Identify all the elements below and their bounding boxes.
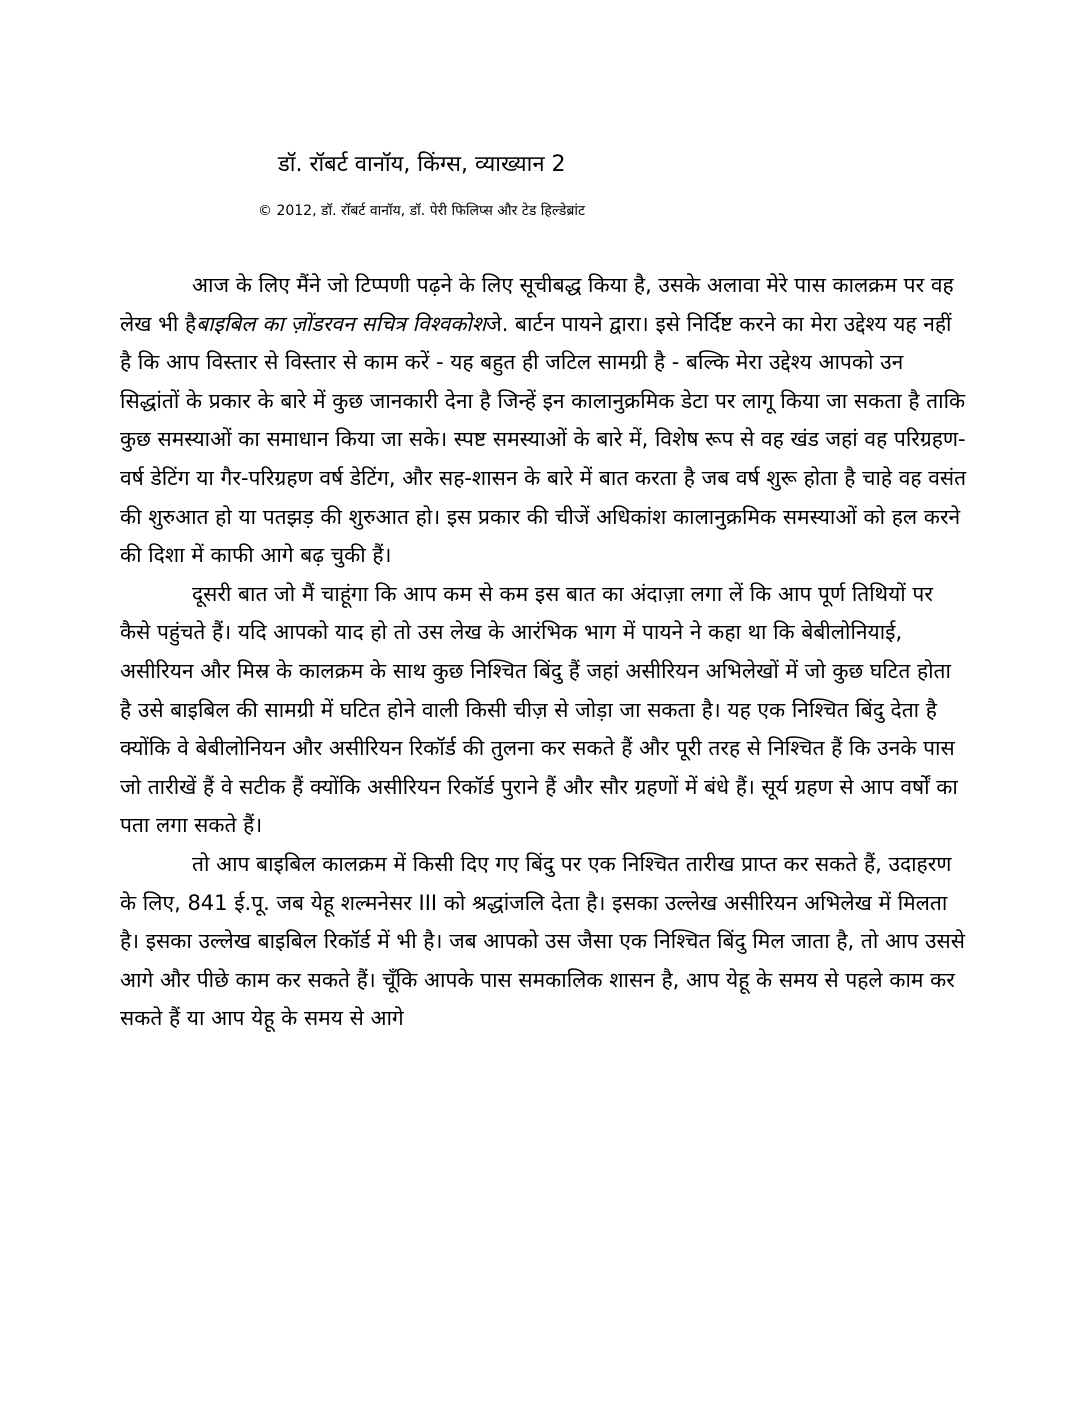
paragraph-1-text-before: आज के लिए मैंने जो टिप्पणी पढ़ने के लिए सूचीबद्ध किया है, उसके अलावा मेरे पास कालक्रम पर वह लेख भी है bbox=[120, 273, 954, 336]
paragraph-3: तो आप बाइबिल कालक्रम में किसी दिए गए बिंदु पर एक निश्चित तारीख प्राप्त कर सकते हैं, उदाहरण के लिए, 841 ई.पू. जब येहू शल्मनेसर III को श्रद्धांजलि देता है। इसका उल्लेख असीरियन अभिलेख में मिलता है। इसका उल्लेख बाइबिल रिकॉर्ड में भी है। जब आपको उस जैसा एक निश्चित बिंदु मिल जाता है, तो आप उससे आगे और पीछे काम कर सकते हैं। चूँकि आपके पास समकालिक शासन है, आप येहू के समय से पहले काम कर सकते हैं या आप येहू के समय से आगे bbox=[120, 851, 965, 1031]
body-text bbox=[120, 266, 968, 1038]
page-title: डॉ. रॉबर्ट वानॉय, किंग्स, व्याख्यान 2 bbox=[278, 152, 566, 177]
copyright-line: © 2012, डॉ. रॉबर्ट वानॉय, डॉ. पेरी फिलिप्स और टेड हिल्डेब्रांट bbox=[258, 203, 586, 219]
paragraph-1-text-after: जे. बार्टन पायने द्वारा। इसे निर्दिष्ट करने का मेरा उद्देश्य यह नहीं है कि आप विस्तार से विस्तार से काम करें - यह बहुत ही जटिल सामग्री है - बल्कि मेरा उद्देश्य आपको उन सिद्धांतों के प्रकार के बारे में कुछ जानकारी देना है जिन्हें इन कालानुक्रमिक डेटा पर लागू किया जा सकता है ताकि कुछ समस्याओं का समाधान किया जा सके। स्पष्ट समस्याओं के बारे में, विशेष रूप से वह खंड जहां वह परिग्रहण-वर्ष डेटिंग या गैर-परिग्रहण वर्ष डेटिंग, और सह-शासन के बारे में बात करता है जब वर्ष शुरू होता है चाहे वह वसंत की शुरुआत हो या पतझड़ की शुरुआत हो। इस प्रकार की चीजें अधिकांश कालानुक्रमिक समस्याओं को हल करने की दिशा में काफी आगे बढ़ चुकी हैं। bbox=[120, 311, 967, 568]
paragraph-1 bbox=[120, 266, 968, 575]
encyclopedia-title: बाइबिल का ज़ोंडरवन सचित्र विश्वकोश bbox=[196, 311, 487, 336]
paragraph-2: दूसरी बात जो मैं चाहूंगा कि आप कम से कम इस बात का अंदाज़ा लगा लें कि आप पूर्ण तिथियों पर कैसे पहुंचते हैं। यदि आपको याद हो तो उस लेख के आरंभिक भाग में पायने ने कहा था कि बेबीलोनियाई, असीरियन और मिस्र के कालक्रम के साथ कुछ निश्चित बिंदु हैं जहां असीरियन अभिलेखों में जो कुछ घटित होता है उसे बाइबिल की सामग्री में घटित होने वाली किसी चीज़ से जोड़ा जा सकता है। यह एक निश्चित बिंदु देता है क्योंकि वे बेबीलोनियन और असीरियन रिकॉर्ड की तुलना कर सकते हैं और पूरी तरह से निश्चित हैं कि उनके पास जो तारीखें हैं वे सटीक हैं क्योंकि असीरियन रिकॉर्ड पुराने हैं और सौर ग्रहणों में बंधे हैं। सूर्य ग्रहण से आप वर्षों का पता लगा सकते हैं। bbox=[120, 581, 958, 838]
